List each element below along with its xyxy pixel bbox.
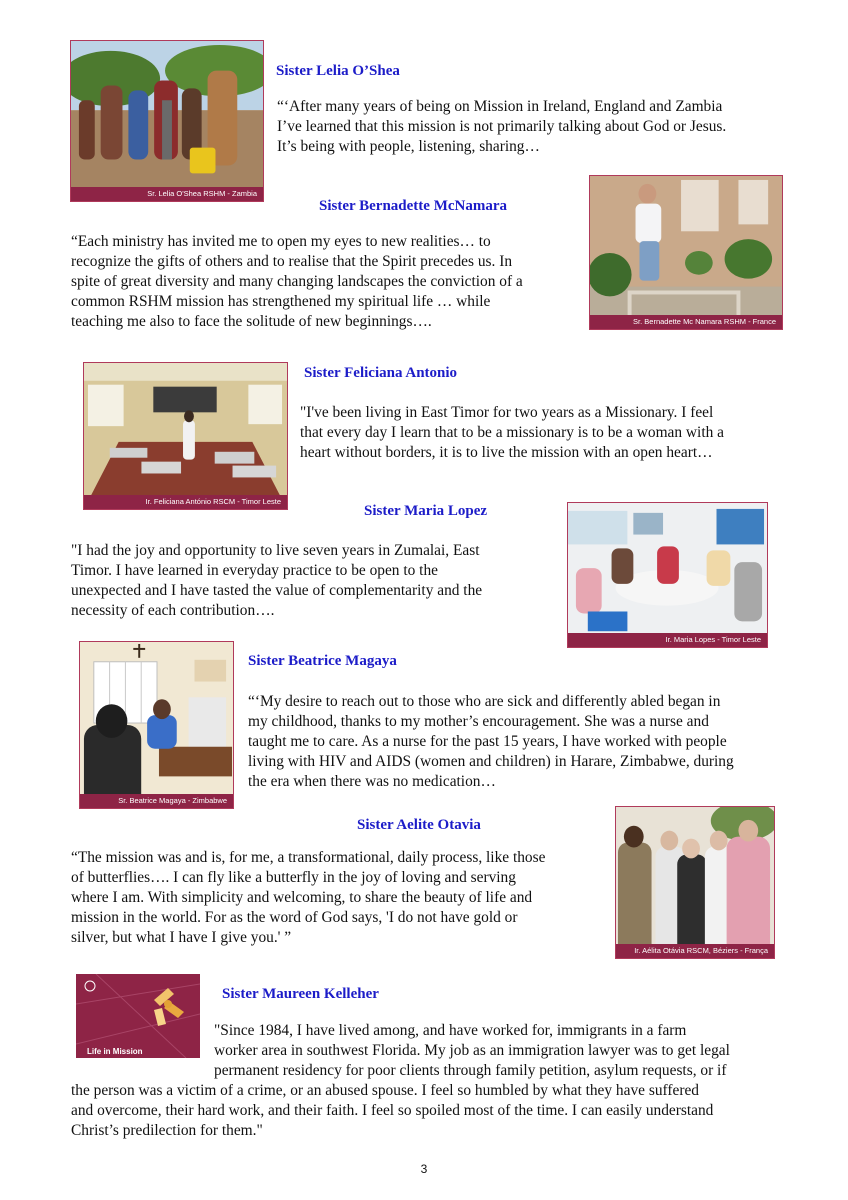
sister-name-heading: Sister Feliciana Antonio — [304, 365, 458, 381]
testimony-line: common RSHM mission has strengthened my spiritual life … while — [71, 293, 491, 310]
photo-bernadette-mcnamara — [589, 175, 783, 330]
testimony-line: living with HIV and AIDS (women and children) in Harare, Zimbabwe, during — [248, 753, 734, 770]
photo-caption: Sr. Beatrice Magaya - Zimbabwe — [80, 794, 233, 808]
testimony-line: spite of great diversity and many changing landscapes the conviction of a — [71, 273, 523, 290]
testimony-text — [71, 1021, 730, 1141]
sister-name-heading: Sister Lelia O’Shea — [276, 63, 400, 79]
testimony-line: heart without borders, it is to live the mission with an open heart… — [300, 444, 713, 461]
testimony-line: worker area in southwest Florida. My job as an immigration lawyer was to get legal — [214, 1042, 730, 1059]
photo-lelia-oshea — [70, 40, 264, 202]
testimony-line: “The mission was and is, for me, a transformational, daily process, like those — [71, 849, 546, 866]
testimony-line: It’s being with people, listening, sharing… — [277, 138, 540, 155]
photo-scene-office — [80, 642, 233, 808]
testimony-line: "I've been living in East Timor for two years as a Missionary. I feel — [300, 404, 714, 421]
testimony-text — [277, 97, 726, 157]
testimony-line: taught me to care. As a nurse for the past 15 years, I have worked with people — [248, 733, 727, 750]
photo-scene-zambia-well — [71, 41, 263, 201]
testimony-line: mission in the world. For as the word of God says, 'I do not have gold or — [71, 909, 518, 926]
logo-label: Life in Mission — [87, 1047, 143, 1056]
sister-name-heading: Sister Bernadette McNamara — [319, 198, 507, 214]
photo-caption: Sr. Lelia O'Shea RSHM - Zambia — [71, 187, 263, 201]
photo-feliciana-antonio — [83, 362, 288, 510]
photo-maria-lopez — [567, 502, 768, 648]
testimony-line: permanent residency for poor clients through family petition, asylum requests, or if — [214, 1062, 727, 1079]
testimony-text — [248, 692, 734, 792]
sister-name-heading: Sister Beatrice Magaya — [248, 653, 397, 669]
photo-caption: Sr. Bernadette Mc Namara RSHM - France — [590, 315, 782, 329]
testimony-line: the era when there was no medication… — [248, 773, 496, 790]
testimony-line: "Since 1984, I have lived among, and have worked for, immigrants in a farm — [214, 1022, 687, 1039]
testimony-line: where I am. With simplicity and welcoming, to share the beauty of life and — [71, 889, 533, 906]
testimony-line: the person was a victim of a crime, or an abused spouse. I feel so humbled by what they have suffered — [71, 1082, 699, 1099]
testimony-text — [300, 403, 724, 463]
testimony-text — [71, 848, 545, 948]
testimony-line: teaching me also to face the solitude of new beginnings…. — [71, 313, 432, 330]
testimony-line: “‘My desire to reach out to those who are sick and differently abled began in — [248, 693, 721, 710]
testimony-text — [71, 232, 523, 332]
photo-beatrice-magaya — [79, 641, 234, 809]
photo-caption: Ir. Maria Lopes - Timor Leste — [568, 633, 767, 647]
sister-name-heading: Sister Aelite Otavia — [357, 817, 481, 833]
testimony-line: "I had the joy and opportunity to live seven years in Zumalai, East — [71, 542, 480, 559]
testimony-line: I’ve learned that this mission is not primarily talking about God or Jesus. — [277, 118, 727, 135]
testimony-line: “Each ministry has invited me to open my eyes to new realities… to — [71, 233, 491, 250]
testimony-text — [71, 541, 482, 621]
testimony-line: that every day I learn that to be a missionary is to be a woman with a — [300, 424, 724, 441]
testimony-line: silver, but what I have I give you.' ” — [71, 929, 292, 946]
photo-caption: Ir. Aélita Otávia RSCM, Béziers - França — [616, 944, 774, 958]
testimony-line: and overcome, their hard work, and their faith. I feel so spoiled most of the time. I can easily understand — [71, 1102, 714, 1119]
testimony-line: “‘After many years of being on Mission in Ireland, England and Zambia — [277, 98, 723, 115]
sister-name-heading: Sister Maureen Kelleher — [222, 986, 379, 1002]
testimony-line: my childhood, thanks to my mother’s encouragement. She was a nurse and — [248, 713, 709, 730]
photo-scene-classroom — [84, 363, 287, 509]
testimony-line: Timor. I have learned in everyday practice to be open to the — [71, 562, 438, 579]
page-number: 3 — [420, 1162, 428, 1176]
photo-scene-meeting-table — [568, 503, 767, 647]
sister-name-heading: Sister Maria Lopez — [364, 503, 488, 519]
photo-caption: Ir. Feliciana António RSCM - Timor Leste — [84, 495, 287, 509]
photo-aelite-otavia — [615, 806, 775, 959]
testimony-line: of butterflies…. I can fly like a butterfly in the joy of loving and serving — [71, 869, 516, 886]
photo-scene-group-of-sisters — [616, 807, 774, 958]
photo-scene-france-garden — [590, 176, 782, 329]
testimony-line: Christ’s predilection for them." — [71, 1122, 263, 1139]
testimony-line: recognize the gifts of others and to realise that the Spirit precedes us. In — [71, 253, 513, 270]
testimony-line: necessity of each contribution…. — [71, 602, 275, 619]
testimony-line: unexpected and I have tasted the value of complementarity and the — [71, 582, 483, 599]
